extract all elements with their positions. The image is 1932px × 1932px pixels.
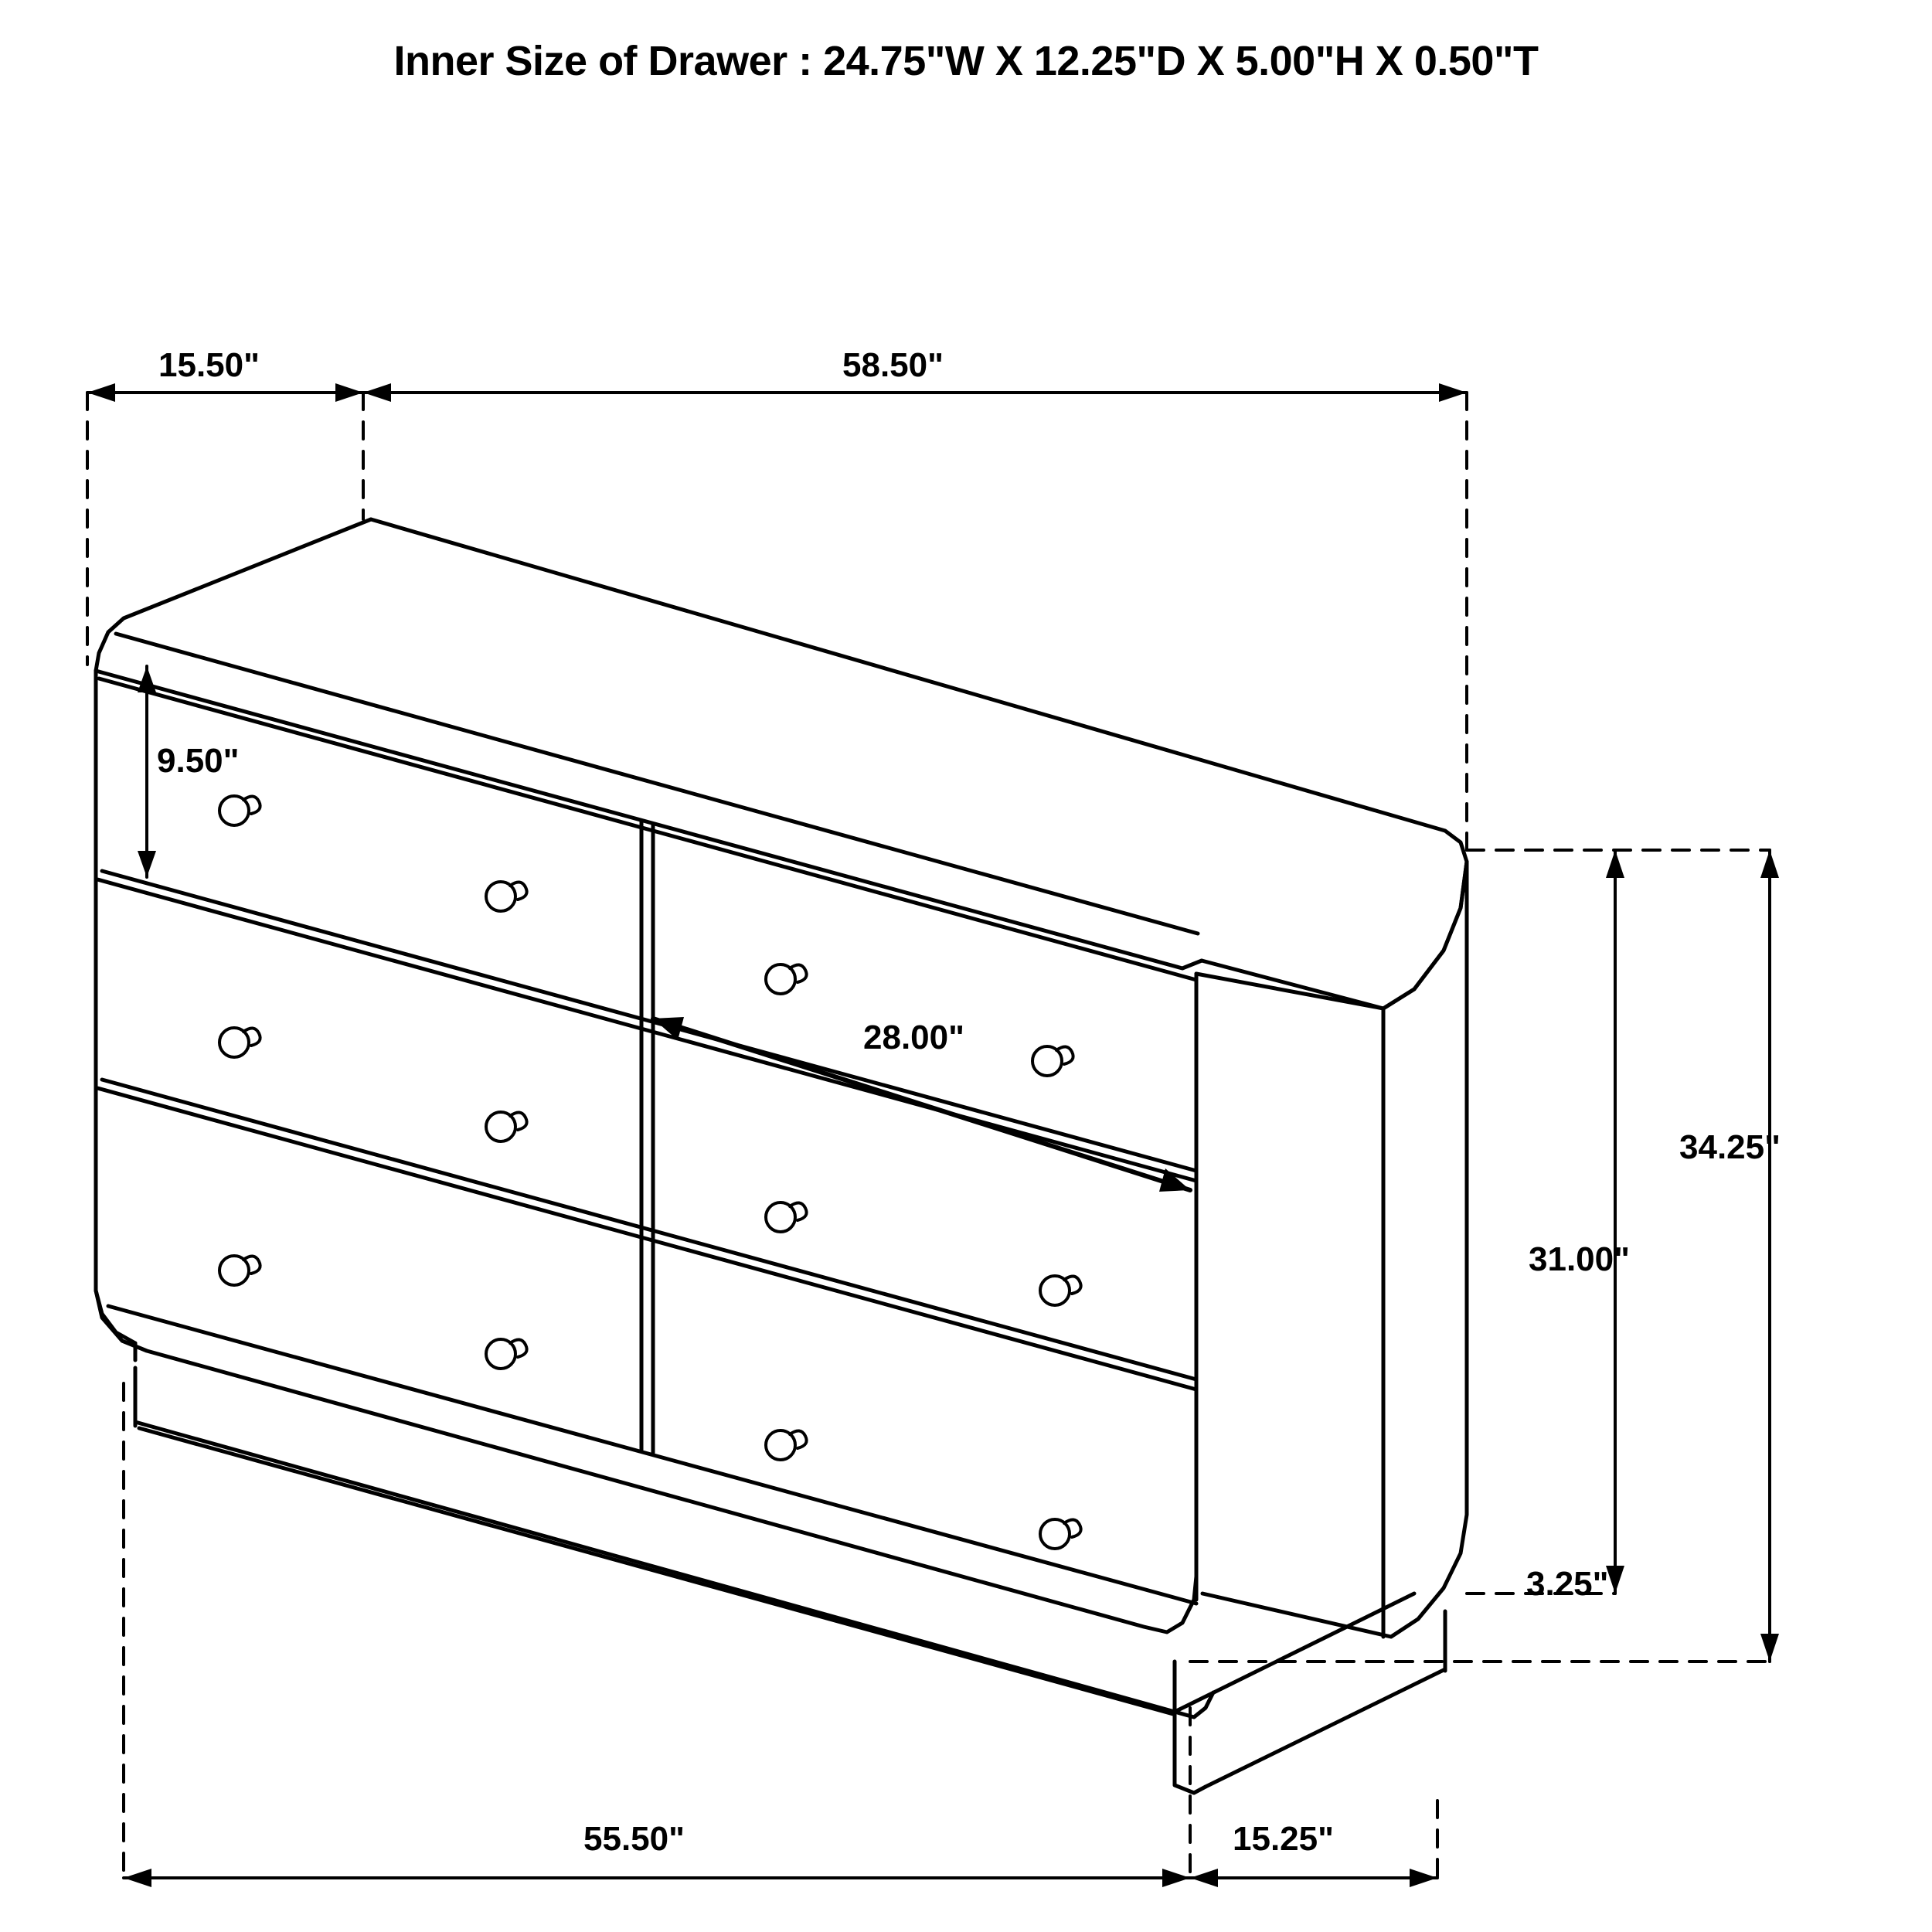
dimension-label-base-depth: 15.25"	[1233, 1820, 1334, 1858]
knob-icon	[486, 882, 527, 911]
dimension-label-side-depth-top: 15.50"	[158, 346, 260, 384]
knob-icon	[1040, 1519, 1081, 1549]
dimension-label-total-height: 34.25"	[1679, 1128, 1781, 1166]
dresser-body	[96, 519, 1467, 1793]
extension-lines	[87, 393, 1770, 1878]
knob-icon	[486, 1339, 527, 1369]
dimension-label-drawer-width: 28.00"	[863, 1019, 964, 1056]
dimension-label-base-width: 55.50"	[583, 1820, 685, 1858]
drawer-height-dimension	[138, 666, 156, 877]
knob-icon	[219, 796, 260, 825]
right-dimension-lines	[1606, 850, 1779, 1662]
top-dimension-lines	[87, 383, 1467, 402]
bottom-dimension-lines	[124, 1869, 1437, 1887]
knob-icon	[766, 1202, 807, 1232]
dimension-label-drawer-height: 9.50"	[157, 742, 240, 780]
knob-icon	[486, 1112, 527, 1141]
knob-icon	[219, 1256, 260, 1285]
dimension-label-body-height: 31.00"	[1529, 1240, 1630, 1278]
knob-icon	[1040, 1276, 1081, 1305]
knob-icon	[1032, 1046, 1073, 1076]
drawer-knobs	[219, 796, 1081, 1549]
dimension-label-base-height: 3.25"	[1526, 1565, 1609, 1603]
dimension-label-width-top: 58.50"	[842, 346, 944, 384]
knob-icon	[766, 1430, 807, 1460]
knob-icon	[766, 964, 807, 994]
knob-icon	[219, 1028, 260, 1057]
page-title: Inner Size of Drawer : 24.75"W X 12.25"D X 5.00"H X 0.50"T	[393, 38, 1539, 84]
